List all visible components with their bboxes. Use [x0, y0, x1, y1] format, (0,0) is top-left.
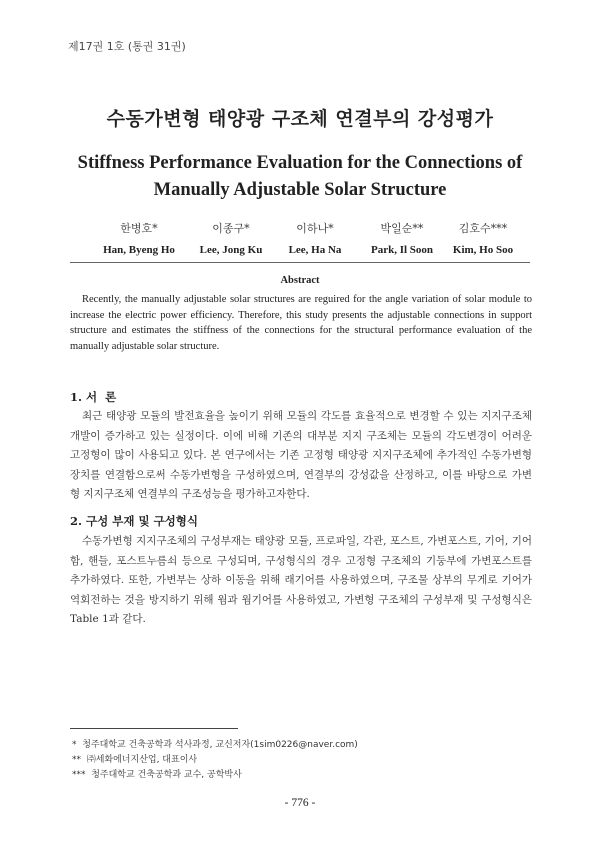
author-5 [428, 220, 538, 256]
author-name-korean: 한병호* [120, 222, 158, 235]
page-number: - 776 - [284, 797, 316, 809]
author-name-english: Han, Byeng Ho [103, 244, 175, 256]
footnote-3: *** 청주대학교 건축공학과 교수, 공학박사 [72, 770, 242, 780]
abstract-heading: Abstract [280, 275, 320, 286]
section-1-body: 최근 태양광 모듈의 발전효율을 높이기 위해 모듈의 각도를 효율적으로 변경할 수 있는 지지구조체 개발이 증가하고 있는 실정이다. 이에 비해 기존의 대부분 지지 구조체는 모듈의 각도변경이 어려운 고정형이 많이 사용되고 있다. 본 연구에서는 기존 고정형 태양광 지지구조체에 추가적인 수동가변형 장치를 연결함으로써 수동가변형을 구성하였으며, 연결부의 강성값을 산정하고, 이를 바탕으로 가변형 지지구조체 연결부의 구조성능을 평가하고자한다. [70, 410, 532, 500]
footnote-2: ** ㈜세화에너지산업, 대표이사 [72, 755, 198, 765]
author-name-english: Lee, Jong Ku [199, 244, 263, 256]
title-korean: 수동가변형 태양광 구조체 연결부의 강성평가 [106, 108, 494, 130]
section-2-heading: 2. 구성 부재 및 구성형식 [70, 514, 198, 528]
author-name-korean: 박일순** [380, 222, 424, 235]
author-name-korean: 이종구* [212, 222, 250, 235]
section-2-body: 수동가변형 지지구조체의 구성부재는 태양광 모듈, 프로파일, 각관, 포스트, 가변포스트, 기어, 기어함, 핸들, 포스트누름쇠 등으로 구성되며, 구성형식의 경우 고정형 구조체의 기둥부에 가변포스트를 추가하였다. 또한, 가변부는 상하 이동을 위해 래기어를 사용하였으며, 구조물 상부의 무게로 기어가 역회전하는 것을 방지하기 위해 웜과 웜기어를 사용하였고, 가변형 구조체의 구성부재 및 구성형식은 Table 1과 같다. [70, 535, 532, 625]
section-1-heading: 1. 서 론 [70, 390, 117, 404]
author-name-english: Kim, Ho Soo [452, 244, 514, 256]
journal-volume: 제17권 1호 (통권 31권) [68, 40, 186, 53]
footnote-divider [70, 728, 238, 729]
abstract-body: Recently, the manually adjustable solar structures are reguired for the angle variation of solar module to increase the electric power efficiency. Therefore, this study presents the adjustable connections in support structure and estimates the stiffness of the connections for the structural performance evaluation of the manually adjustable solar structure. [70, 294, 532, 352]
author-name-korean: 이하나* [296, 222, 334, 235]
footnote-1: * 청주대학교 건축공학과 석사과정, 교신저자(1sim0226@naver.com) [72, 740, 358, 750]
author-name-english: Park, Il Soon [370, 244, 434, 256]
author-name-korean: 김호수*** [458, 222, 508, 235]
author-name-english: Lee, Ha Na [288, 244, 342, 256]
header-divider [70, 262, 530, 263]
title-english: Stiffness Performance Evaluation for the Connections of Manually Adjustable Solar Structure [77, 153, 523, 200]
